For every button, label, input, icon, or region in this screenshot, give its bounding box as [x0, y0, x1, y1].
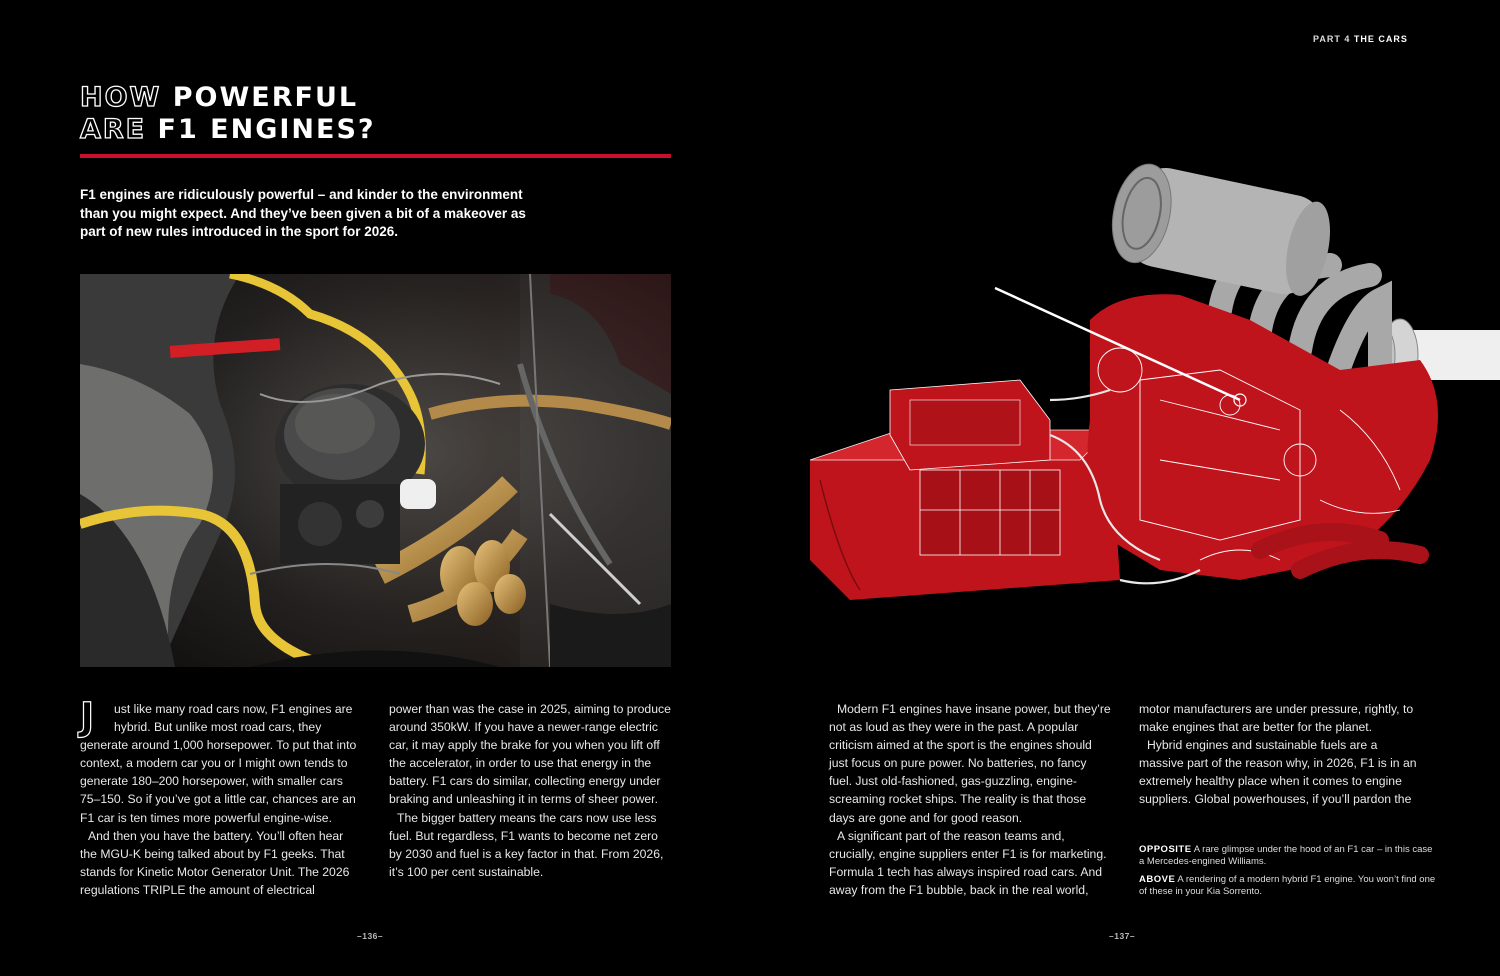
- intro-paragraph: F1 engines are ridiculously powerful – and kinder to the environment than you might expect. And they’ve been given a bit of a makeover as part of new rules introduced in the sport for 2026.: [80, 187, 526, 239]
- col1-para1: [80, 695, 358, 827]
- caption-opposite-label: OPPOSITE: [1139, 844, 1192, 855]
- title-line1-solid: POWERFUL: [172, 82, 359, 113]
- col2-para1: power than was the case in 2025, aiming to produce around 350kW. If you have a newer-range electric car, it may apply the brake for you when you lift off the accelerator, in order to use that energy in the battery. F1 cars do similar, collecting energy under braking and unleashing it in terms of sheer power.: [389, 702, 671, 807]
- col2-para2: The bigger battery means the cars now use less fuel. But regardless, F1 wants to become net zero by 2030 and fuel is a key factor in that. From 2026, it’s 100 per cent sustainable.: [389, 810, 664, 879]
- col4-para1: motor manufacturers are under pressure, rightly, to make engines that are better for the planet.: [1139, 702, 1414, 735]
- body-column-3: [829, 700, 1111, 899]
- title-rule: [80, 154, 671, 158]
- photo-captions: [1139, 844, 1439, 904]
- col3-para2: A significant part of the reason teams and, crucially, engine suppliers enter F1 is for marketing. Formula 1 tech has always inspired road cars. And away from the F1 bubble, back in the real world,: [829, 828, 1107, 897]
- title-line2-solid: F1 ENGINES?: [157, 114, 376, 145]
- title-line1-outline: HOW: [80, 82, 162, 113]
- caption-above: [1139, 874, 1439, 898]
- drop-cap: J: [80, 695, 95, 739]
- col1-para1-text: ust like many road cars now, F1 engines are hybrid. But unlike most road cars, they generate around 1,000 horsepower. To put that into context, a modern car you or I might own tends to generate 180–200 horsepower, with smaller cars 75–150. So if you’ve got a little car, chances are an F1 car is ten times more powerful engine-wise.: [80, 702, 357, 825]
- page-title: [80, 82, 376, 146]
- col1-para2: And then you have the battery. You’ll often hear the MGU-K being talked about by F1 geeks. That stands for Kinetic Motor Generator Unit. The 2026 regulations TRIPLE the amount of electrical: [80, 828, 350, 897]
- title-line2-outline: ARE: [80, 114, 147, 145]
- running-head: [1313, 34, 1408, 44]
- caption-above-text: A rendering of a modern hybrid F1 engine. You won’t find one of these in your Kia Sorrento.: [1139, 874, 1436, 897]
- page-number-right: –137–: [1109, 931, 1136, 941]
- running-head-section: THE CARS: [1353, 34, 1408, 44]
- body-column-1: [80, 695, 358, 899]
- caption-opposite: [1139, 844, 1439, 868]
- running-head-part: PART 4: [1313, 34, 1351, 44]
- caption-opposite-text: A rare glimpse under the hood of an F1 car – in this case a Mercedes-engined Williams.: [1139, 844, 1433, 867]
- caption-above-label: ABOVE: [1139, 874, 1176, 885]
- body-column-2: [389, 700, 671, 881]
- body-column-4: [1139, 700, 1421, 809]
- col3-para1: Modern F1 engines have insane power, but they’re not as loud as they were in the past. A popular criticism aimed at the sport is the engines should just focus on pure power. No batteries, no fancy fuel. Just old-fashioned, gas-guzzling, engine-screaming rocket ships. The reality is that those days are gone and for good reason.: [829, 702, 1111, 825]
- page-number-left: –136–: [357, 931, 384, 941]
- engine-bay-photo: [80, 274, 671, 667]
- engine-rendering: [780, 160, 1500, 630]
- col4-para2: Hybrid engines and sustainable fuels are a massive part of the reason why, in 2026, F1 is in an extremely healthy place when it comes to engine suppliers. Global powerhouses, if you’ll pardon the: [1139, 738, 1417, 807]
